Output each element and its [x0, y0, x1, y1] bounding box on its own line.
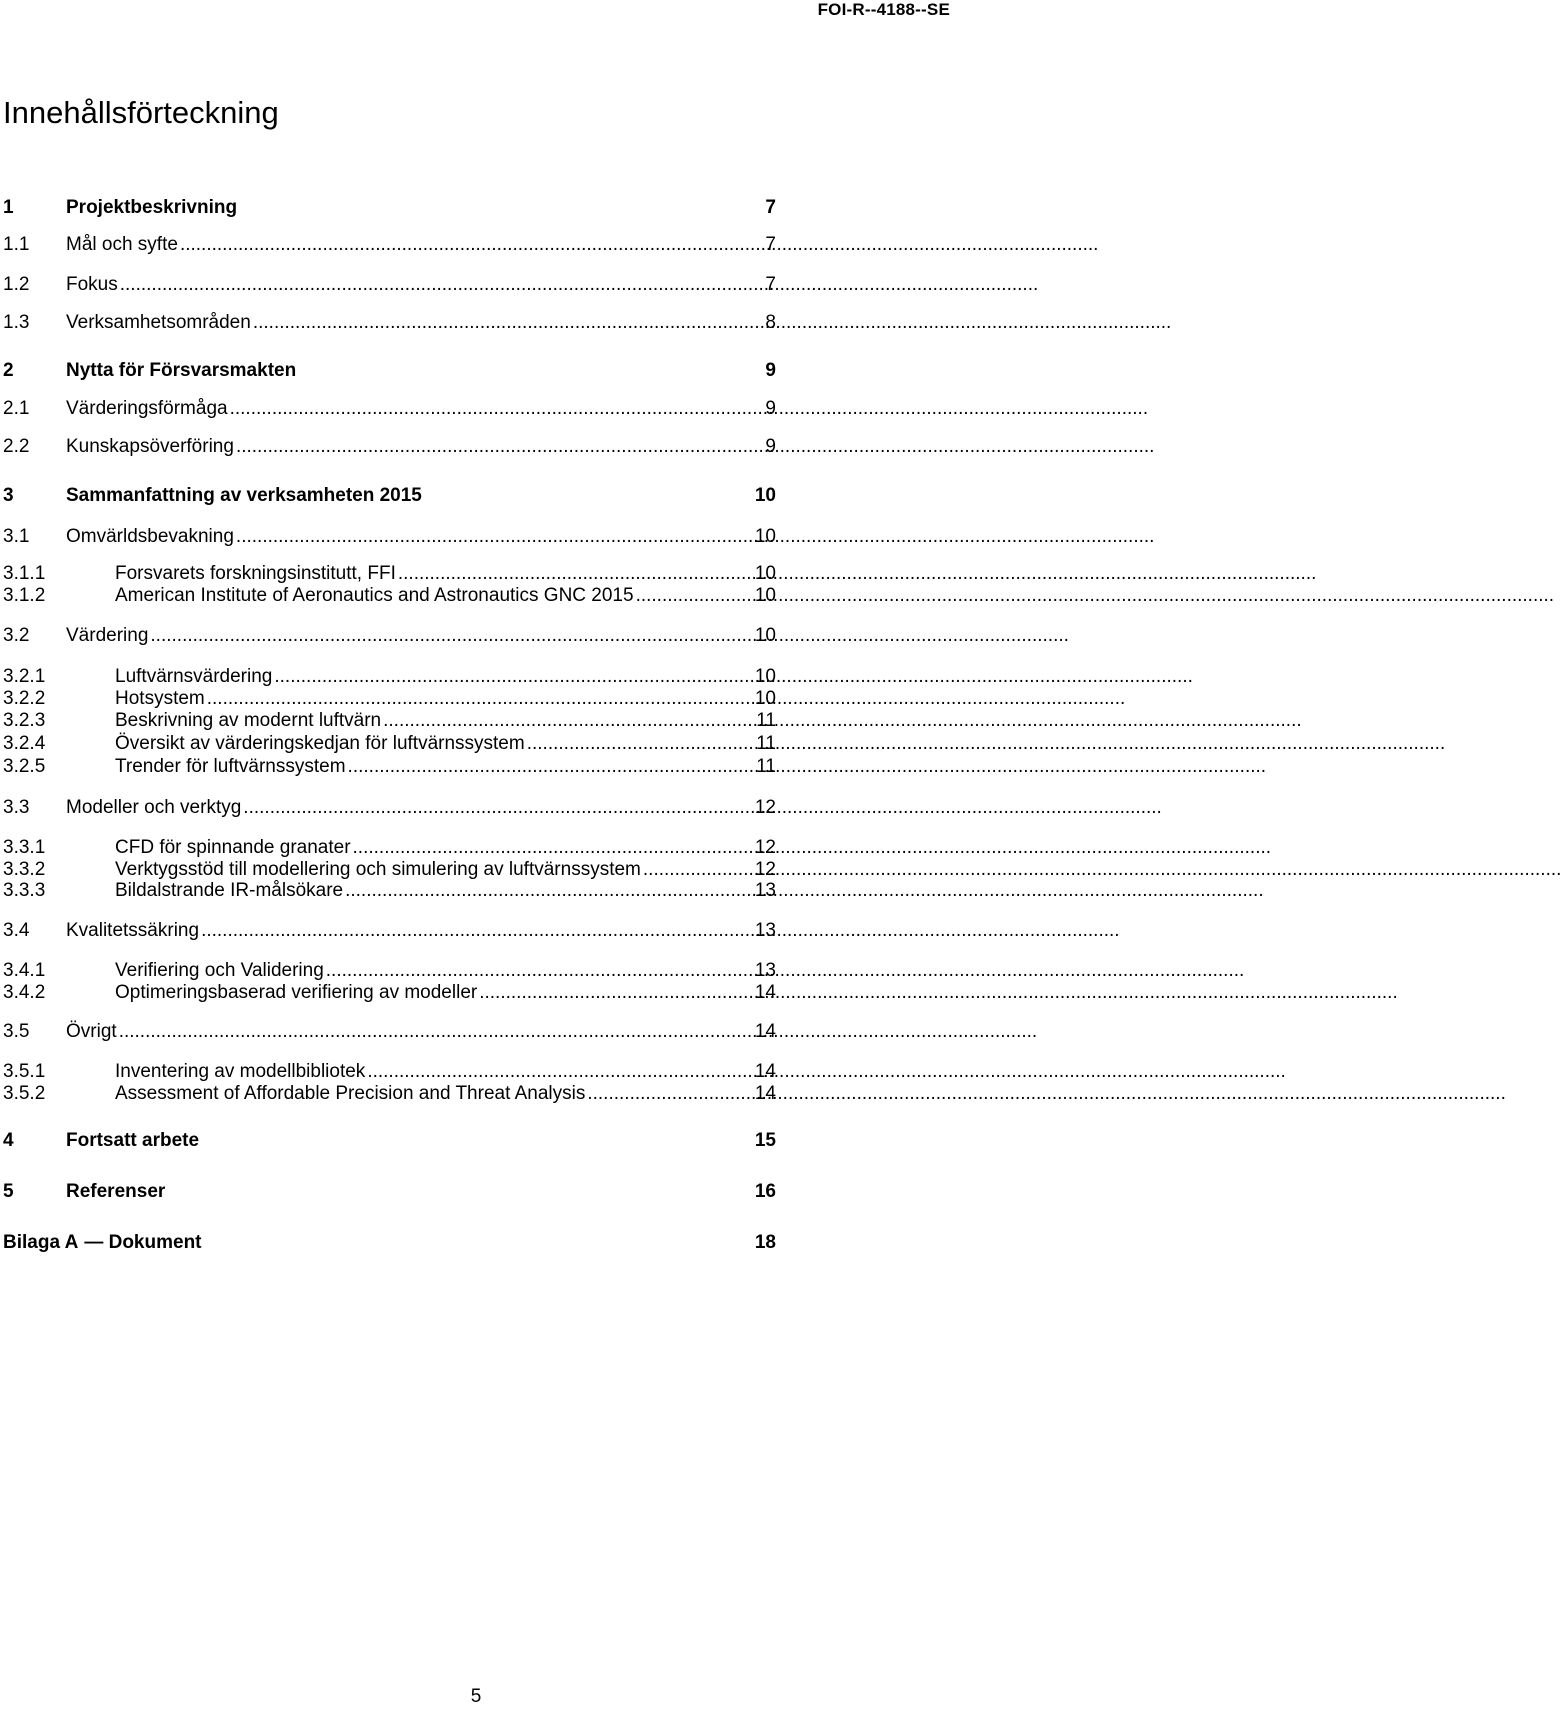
toc-entry-number: 3.1.2: [3, 585, 46, 606]
toc-entry-page: 13: [754, 880, 776, 901]
toc-entry-page: 14: [754, 1061, 776, 1082]
toc-dot-leader: [643, 859, 753, 881]
toc-entry[interactable]: [3, 1130, 776, 1152]
page-number-text: 5: [470, 1686, 482, 1707]
toc-dot-leader: [207, 688, 753, 710]
toc-entry-title: Översikt av värderingskedjan för luftvärnssystem: [115, 733, 525, 754]
toc-entry-page: 8: [765, 312, 776, 333]
toc-entry-page: 14: [754, 1021, 776, 1042]
toc-entry[interactable]: [3, 485, 776, 507]
toc-dot-leader: [180, 234, 763, 256]
toc-entry-title: Verifiering och Validering: [115, 960, 324, 981]
toc-entry-number: 3.4.2: [3, 982, 46, 1003]
toc-entry-page: 13: [754, 960, 776, 981]
toc-entry-number: Bilaga A: [3, 1232, 79, 1253]
toc-entry-page: 14: [754, 1083, 776, 1104]
toc-entry-title: Fortsatt arbete: [66, 1130, 200, 1151]
page-title: Innehållsförteckning: [3, 95, 279, 130]
toc-entry-number: 5: [3, 1181, 14, 1202]
toc-entry-number: 3.3.1: [3, 837, 46, 858]
toc-entry-title: Kvalitetssäkring: [66, 920, 200, 941]
toc-entry-number: 1.1: [3, 234, 30, 255]
toc-dot-leader: [253, 312, 764, 334]
toc-entry[interactable]: [3, 526, 776, 548]
toc-entry-page: 10: [754, 585, 776, 606]
toc-entry[interactable]: [3, 733, 776, 755]
toc-entry-title: American Institute of Aeronautics and Astronautics GNC 2015: [115, 585, 634, 606]
toc-entry[interactable]: [3, 436, 776, 458]
toc-entry-title: Hotsystem: [115, 688, 205, 709]
toc-entry[interactable]: [3, 1232, 776, 1254]
toc-entry-number: 3.2.2: [3, 688, 46, 709]
toc-entry-number: 3.3.3: [3, 880, 46, 901]
toc-entry-title: Luftvärnsvärdering: [115, 666, 273, 687]
toc-entry-title: Värderingsförmåga: [66, 398, 228, 419]
toc-entry-title: Värdering: [66, 625, 149, 646]
toc-entry-number: 3.5.2: [3, 1083, 46, 1104]
toc-entry-number: 3: [3, 485, 14, 506]
toc-entry-number: 3.1: [3, 526, 30, 547]
toc-dot-leader: [119, 1021, 753, 1043]
toc-dot-leader: [345, 880, 753, 902]
toc-entry[interactable]: [3, 688, 776, 710]
toc-entry-number: 1.3: [3, 312, 30, 333]
toc-dot-leader: [587, 1083, 753, 1105]
toc-entry-page: 12: [754, 837, 776, 858]
toc-entry-number: 2.2: [3, 436, 30, 457]
toc-entry-title: CFD för spinnande granater: [115, 837, 351, 858]
toc-entry[interactable]: [3, 274, 776, 296]
toc-entry[interactable]: [3, 1181, 776, 1203]
toc-entry-page: 10: [754, 563, 776, 584]
toc-entry[interactable]: [3, 880, 776, 902]
toc-entry-title: Projektbeskrivning: [66, 197, 238, 218]
toc-entry-title: Mål och syfte: [66, 234, 178, 255]
toc-entry[interactable]: [3, 797, 776, 819]
page-number: [0, 1686, 960, 1708]
toc-entry-title: Nytta för Försvarsmakten: [66, 360, 297, 381]
toc-dot-leader: [479, 982, 753, 1004]
toc-entry[interactable]: [3, 360, 776, 382]
toc-entry-page: 15: [754, 1130, 776, 1151]
toc-dot-leader: [367, 1061, 753, 1083]
toc-entry-title: Referenser: [66, 1181, 166, 1202]
toc-entry-page: 12: [754, 797, 776, 818]
toc-entry[interactable]: [3, 666, 776, 688]
toc-entry[interactable]: [3, 563, 776, 585]
toc-dot-leader: [120, 274, 764, 296]
toc-entry-title: Modeller och verktyg: [66, 797, 242, 818]
toc-entry-page: 11: [756, 733, 776, 754]
toc-entry[interactable]: [3, 756, 776, 778]
toc-dot-leader: [353, 837, 753, 859]
toc-entry-number: 3.2: [3, 625, 30, 646]
toc-entry-title: Sammanfattning av verksamheten 2015: [66, 485, 422, 506]
toc-entry-title: Trender för luftvärnssystem: [115, 756, 346, 777]
toc-entry-title: Kunskapsöverföring: [66, 436, 234, 457]
toc-entry[interactable]: [3, 1021, 776, 1043]
toc-dot-leader: [236, 526, 753, 548]
toc-entry-title: Övrigt: [66, 1021, 117, 1042]
toc-entry-title: Verksamhetsområden: [66, 312, 251, 333]
toc-dot-leader: [236, 436, 763, 458]
toc-dot-leader: [326, 960, 753, 982]
toc-entry-page: 9: [765, 360, 776, 381]
toc-entry-number: 4: [3, 1130, 14, 1151]
toc-entry-number: 3.4.1: [3, 960, 46, 981]
toc-entry-title: Forsvarets forskningsinstitutt, FFI: [115, 563, 396, 584]
toc-entry-page: 7: [765, 234, 776, 255]
toc-entry-page: 10: [754, 625, 776, 646]
toc-entry[interactable]: [3, 1061, 776, 1083]
toc-entry-number: 3.5: [3, 1021, 30, 1042]
toc-entry-page: 10: [754, 485, 776, 506]
toc-entry[interactable]: [3, 837, 776, 859]
toc-entry-number: 2: [3, 360, 14, 381]
toc-entry[interactable]: [3, 234, 776, 256]
toc-entry-number: 3.4: [3, 920, 30, 941]
toc-entry-title: Fokus: [66, 274, 118, 295]
toc-entry-number: 2.1: [3, 398, 30, 419]
toc-dot-leader: [150, 625, 752, 647]
toc-entry-number: 3.2.4: [3, 733, 46, 754]
toc-entry-title: Beskrivning av modernt luftvärn: [115, 710, 382, 731]
toc-entry[interactable]: [3, 398, 776, 420]
toc-entry[interactable]: [3, 710, 776, 732]
toc-entry[interactable]: [3, 585, 776, 607]
toc-entry-title: Omvärldsbevakning: [66, 526, 234, 547]
toc-entry-page: 13: [754, 920, 776, 941]
toc-entry[interactable]: [3, 625, 776, 647]
toc-entry[interactable]: [3, 920, 776, 942]
toc-entry-title: Inventering av modellbibliotek: [115, 1061, 366, 1082]
toc-entry-number: 3.5.1: [3, 1061, 46, 1082]
toc-entry-page: 16: [754, 1181, 776, 1202]
toc-entry[interactable]: [3, 1083, 776, 1105]
toc-entry-number: 1: [3, 197, 14, 218]
toc-dot-leader: [201, 920, 753, 942]
toc-dot-leader: [230, 398, 764, 420]
toc-entry-number: 3.3: [3, 797, 30, 818]
toc-entry-title: Bildalstrande IR-målsökare: [115, 880, 344, 901]
toc-entry[interactable]: [3, 197, 776, 219]
toc-entry-page: 18: [754, 1232, 776, 1253]
toc-entry-page: 7: [765, 197, 776, 218]
toc-entry-page: 10: [754, 666, 776, 687]
toc-entry[interactable]: [3, 982, 776, 1004]
toc-entry-number: 3.2.1: [3, 666, 46, 687]
toc-entry-title: Verktygsstöd till modellering och simulering av luftvärnssystem: [115, 859, 641, 880]
toc-entry-number: 3.2.3: [3, 710, 46, 731]
toc-entry-page: 12: [754, 859, 776, 880]
toc-dot-leader: [527, 733, 755, 755]
toc-entry-number: 3.3.2: [3, 859, 46, 880]
toc-dot-leader: [636, 585, 753, 607]
toc-dot-leader: [383, 710, 754, 732]
toc-entry-page: 11: [756, 710, 776, 731]
toc-entry-page: 7: [765, 274, 776, 295]
toc-entry-page: 10: [754, 526, 776, 547]
toc-entry[interactable]: [3, 960, 776, 982]
toc-dot-leader: [348, 756, 755, 778]
toc-entry-number: 1.2: [3, 274, 30, 295]
toc-entry-page: 10: [754, 688, 776, 709]
toc-entry[interactable]: [3, 859, 776, 881]
document-id: FOI-R--4188--SE: [817, 0, 950, 19]
toc-entry-page: 9: [765, 436, 776, 457]
toc-entry-title: Optimeringsbaserad verifiering av modeller: [115, 982, 478, 1003]
toc-entry-page: 11: [756, 756, 776, 777]
toc-entry-page: 9: [765, 398, 776, 419]
toc-entry-number: 3.1.1: [3, 563, 46, 584]
toc-entry-page: 14: [754, 982, 776, 1003]
toc-entry-title: — Dokument: [84, 1232, 202, 1253]
toc-dot-leader: [274, 666, 752, 688]
toc-entry[interactable]: [3, 312, 776, 334]
toc-dot-leader: [398, 563, 753, 585]
toc-entry-title: Assessment of Affordable Precision and Threat Analysis: [115, 1083, 586, 1104]
toc-dot-leader: [243, 797, 753, 819]
toc-entry-number: 3.2.5: [3, 756, 46, 777]
